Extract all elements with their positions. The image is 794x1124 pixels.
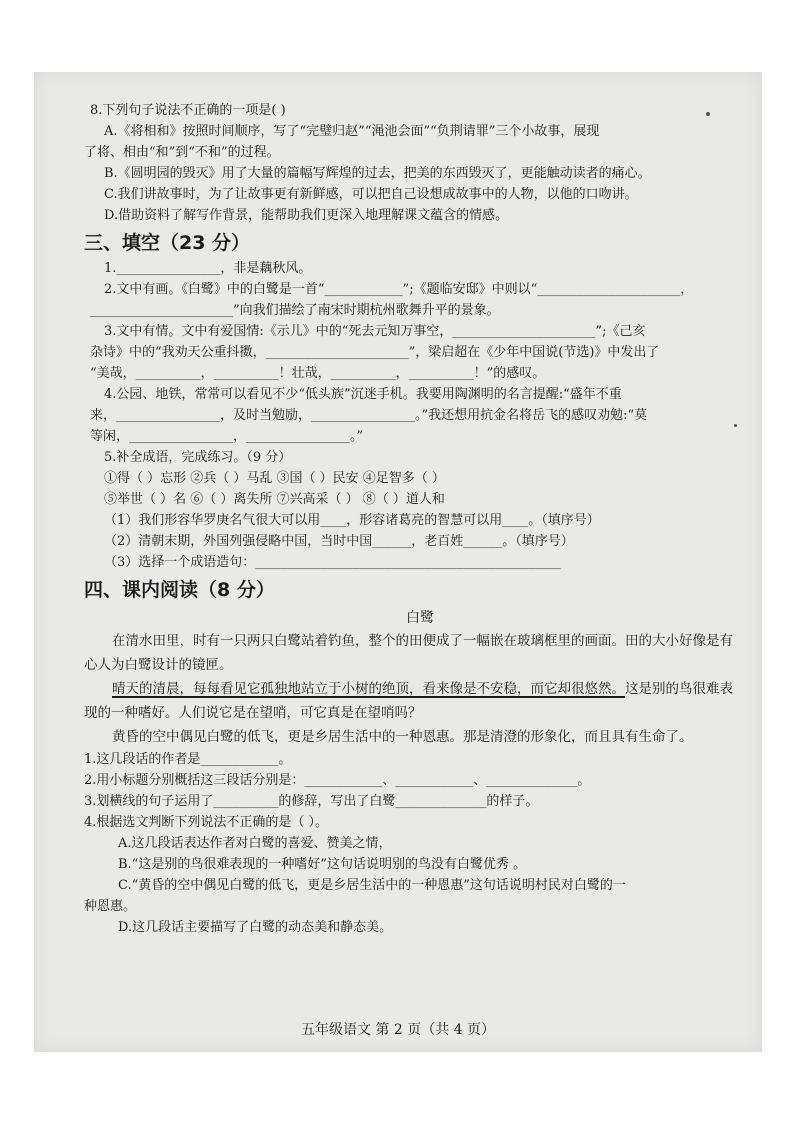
reading-q2: 2.用小标题分别概括这三段话分别是：____________、____________、______________。 xyxy=(84,773,591,788)
passage-title: 白鹭 xyxy=(406,610,434,626)
reading-q1: 1.这几段话的作者是____________。 xyxy=(84,752,292,767)
page-content xyxy=(84,100,750,938)
idiom-sub-2: （2）清朝末期，外国列强侵略中国，当时中国______，老百姓______。（填序号） xyxy=(104,534,574,549)
fill-3-cont-2: “美哉，__________，__________！壮哉，__________，__________！”的感叹。 xyxy=(90,366,546,381)
passage-paragraph-2 xyxy=(84,677,734,725)
section-3-title: 三、填空（23 分） xyxy=(84,232,251,254)
q8-option-b: B.《圆明园的毁灭》用了大量的篇幅写辉煌的过去，把美的东西毁灭了，更能触动读者的痛心。 xyxy=(104,166,651,181)
reading-q4-c-cont: 种恩惠。 xyxy=(84,899,137,914)
q8-stem: 8.下列句子说法不正确的一项是( ) xyxy=(90,103,286,118)
reading-q4-c: C.“黄昏的空中偶见白鹭的低飞，更是乡居生活中的一种恩惠”这句话说明村民对白鹭的一 xyxy=(118,878,626,893)
q8-option-a-cont: 了将、相由“和”到“不和”的过程。 xyxy=(84,145,280,160)
reading-q4-a: A.这几段话表达作者对白鹭的喜爱、赞美之情， xyxy=(118,836,392,851)
reading-q3: 3.划横线的句子运用了__________的修辞，写出了白鹭______________的样子。 xyxy=(84,794,539,809)
q8-option-d: D.借助资料了解写作背景，能帮助我们更深入地理解课文蕴含的情感。 xyxy=(104,208,509,223)
idiom-sub-1: （1）我们形容华罗庚名气很大可以用____，形容诸葛亮的智慧可以用____。（填序号） xyxy=(104,513,600,528)
reading-q4-b: B.“这是别的鸟很难表现的一种嗜好”这句话说明别的鸟没有白鹭优秀 。 xyxy=(118,857,527,872)
fill-2: 2.文中有画。《白鹭》中的白鹭是一首“____________”;《题临安邸》中则以“______________________， xyxy=(104,282,694,297)
exam-page xyxy=(34,72,762,1052)
paragraph-2-rest: 这是别的鸟很难表现的一种嗜好。人们说它是在望哨，可它真是在望哨吗？ xyxy=(84,681,733,721)
fill-2-cont: ______________________”向我们描绘了南宋时期杭州歌舞升平的景象。 xyxy=(90,303,500,318)
underlined-sentence: 晴天的清晨，每每看见它孤独地站立于小树的绝顶，看来像是不安稳，而它却很悠然。 xyxy=(112,681,625,697)
idiom-row-1: ①得（ ）忘形 ②兵（ ）马乱 ③国（ ）民安 ④足智多（ ） xyxy=(104,471,445,486)
section-4-title: 四、课内阅读（8 分） xyxy=(84,579,275,601)
fill-3: 3.文中有情。文中有爱国情:《示儿》中的“死去元知万事空，______________________”;《己亥 xyxy=(104,324,646,339)
passage-paragraph-3: 黄昏的空中偶见白鹭的低飞，更是乡居生活中的一种恩惠。那是清澄的形象化，而且具有生命了。 xyxy=(112,729,693,745)
fill-3-cont: 杂诗》中的“我劝天公重抖擞，______________________”，梁启超在《少年中国说(节选)》中发出了 xyxy=(90,345,660,360)
idiom-row-2: ⑤举世（ ）名 ⑥（ ）离失所 ⑦兴高采（ ） ⑧（ ）道人和 xyxy=(104,492,445,507)
passage-paragraph-1: 在清水田里，时有一只两只白鹭站着钓鱼，整个的田便成了一幅嵌在玻璃框里的画面。田的大小好像是有心人为白鹭设计的镜匣。 xyxy=(84,633,733,673)
idiom-sub-3: （3）选择一个成语造句：_______________________________________________ xyxy=(104,555,561,570)
page-footer: 五年级语文 第 2 页（共 4 页） xyxy=(300,1022,496,1038)
fill-5: 5.补全成语，完成练习。（9 分） xyxy=(104,450,292,465)
fill-4: 4.公园、地铁，常常可以看见不少“低头族”沉迷手机。我要用陶渊明的名言提醒:“盛年不重 xyxy=(104,387,622,402)
reading-q4-d: D.这几段话主要描写了白鹭的动态美和静态美。 xyxy=(118,920,393,935)
fill-4-cont-2: 等闲，________________，________________。” xyxy=(90,429,364,444)
q8-option-c: C.我们讲故事时，为了让故事更有新鲜感，可以把自己设想成故事中的人物，以他的口吻讲。 xyxy=(104,187,638,202)
fill-1: 1.________________，非是藕秋风。 xyxy=(104,261,312,276)
q8-option-a: A.《将相和》按照时间顺序，写了“完璧归赵”“渑池会面”“负荆请罪”三个小故事，展现 xyxy=(104,124,600,139)
fill-4-cont: 来，________________，及时当勉励，________________。”我还想用抗金名将岳飞的感叹劝勉:“莫 xyxy=(90,408,648,423)
reading-q4: 4.根据选文判断下列说法不正确的是（ ）。 xyxy=(84,815,329,830)
